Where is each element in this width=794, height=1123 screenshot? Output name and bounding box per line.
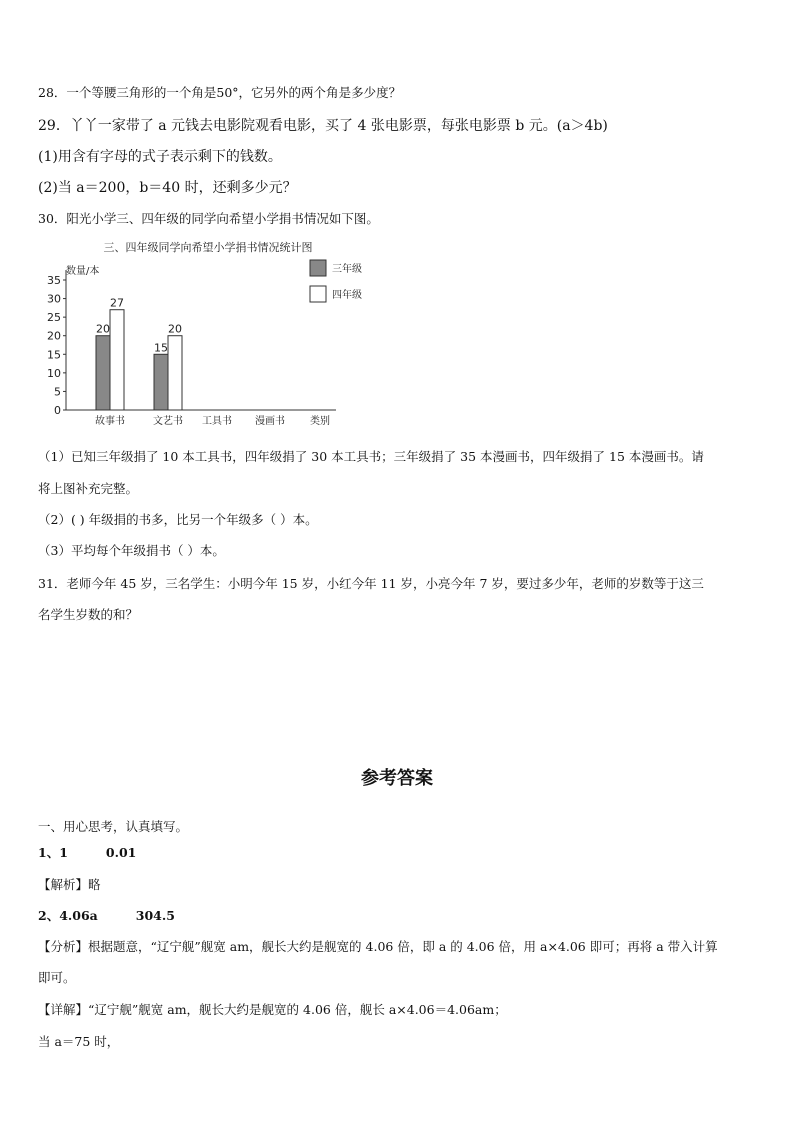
y-tick-label: 30 [47, 292, 61, 306]
question-31-cont: 名学生岁数的和？ [38, 607, 139, 622]
answer-1-value: 0.01 [105, 845, 137, 860]
donation-bar-chart [38, 234, 378, 434]
legend-label: 四年级 [332, 290, 362, 301]
y-tick-label: 5 [54, 385, 61, 399]
category-label: 故事书 [95, 416, 125, 427]
y-tick-label: 15 [47, 348, 61, 362]
question-30-part2: （2）( ) 年级捐的书多，比另一个年级多（ ）本。 [38, 512, 318, 527]
answer-1 [38, 843, 136, 861]
y-tick-label: 35 [47, 274, 61, 287]
question-30-part3: （3）平均每个年级捐书（ ）本。 [38, 543, 225, 558]
data-label: 15 [154, 341, 168, 355]
answer-2-when: 当 a＝75 时， [38, 1034, 120, 1049]
answer-2-number: 2、4.06a [38, 908, 98, 923]
answer-1-number: 1、1 [38, 845, 68, 860]
legend-swatch [310, 260, 326, 276]
bar [96, 336, 110, 410]
question-29: 29．丫丫一家带了 a 元钱去电影院观看电影，买了 4 张电影票，每张电影票 b 元。(a＞4b) [38, 118, 608, 134]
data-label: 27 [110, 296, 124, 310]
answer-2-value: 304.5 [135, 908, 175, 923]
answer-2-detail: 【详解】“辽宁舰”舰宽 am，舰长大约是舰宽的 4.06 倍，舰长 a×4.06＝4.06am； [38, 1002, 507, 1017]
chart-x-axis-label: 类别 [310, 416, 330, 427]
bar [154, 354, 168, 410]
answer-2-analysis: 【分析】根据题意，“辽宁舰”舰宽 am，舰长大约是舰宽的 4.06 倍，即 a 的 4.06 倍，用 a×4.06 即可；再将 a 带入计算 [38, 939, 718, 954]
category-label: 漫画书 [255, 416, 285, 427]
answer-1-analysis: 【解析】略 [38, 877, 101, 892]
y-tick-label: 0 [54, 404, 61, 417]
answer-2 [38, 906, 175, 924]
y-tick-label: 10 [47, 366, 61, 380]
question-30-part1: （1）已知三年级捐了 10 本工具书，四年级捐了 30 本工具书；三年级捐了 35 本漫画书，四年级捐了 15 本漫画书。请 [38, 449, 704, 464]
category-label: 工具书 [202, 416, 232, 427]
data-label: 20 [168, 322, 182, 336]
question-30-part1-cont: 将上图补充完整。 [38, 481, 139, 496]
question-28: 28．一个等腰三角形的一个角是50°，它另外的两个角是多少度？ [38, 85, 402, 100]
question-30: 30．阳光小学三、四年级的同学向希望小学捐书情况如下图。 [38, 211, 379, 226]
legend-label: 三年级 [332, 264, 362, 275]
y-tick-label: 25 [47, 311, 61, 325]
data-label: 20 [96, 322, 110, 336]
section-1-heading: 一、用心思考，认真填写。 [38, 819, 189, 834]
answer-2-analysis-cont: 即可。 [38, 970, 76, 985]
chart-y-axis-label: 数量/本 [66, 266, 100, 277]
question-31: 31．老师今年 45 岁，三名学生：小明今年 15 岁，小红今年 11 岁，小亮今年 7 岁，要过多少年，老师的岁数等于这三 [38, 576, 704, 591]
legend-swatch [310, 286, 326, 302]
answers-title: 参考答案 [361, 768, 433, 789]
chart-title: 三、四年级同学向希望小学捐书情况统计图 [103, 241, 313, 254]
y-tick-label: 20 [47, 329, 61, 343]
question-29-part1: (1)用含有字母的式子表示剩下的钱数。 [38, 149, 282, 165]
question-29-part2: (2)当 a＝200，b＝40 时，还剩多少元？ [38, 180, 297, 196]
category-label: 文艺书 [153, 416, 183, 427]
bar [168, 336, 182, 410]
bar [110, 310, 124, 410]
